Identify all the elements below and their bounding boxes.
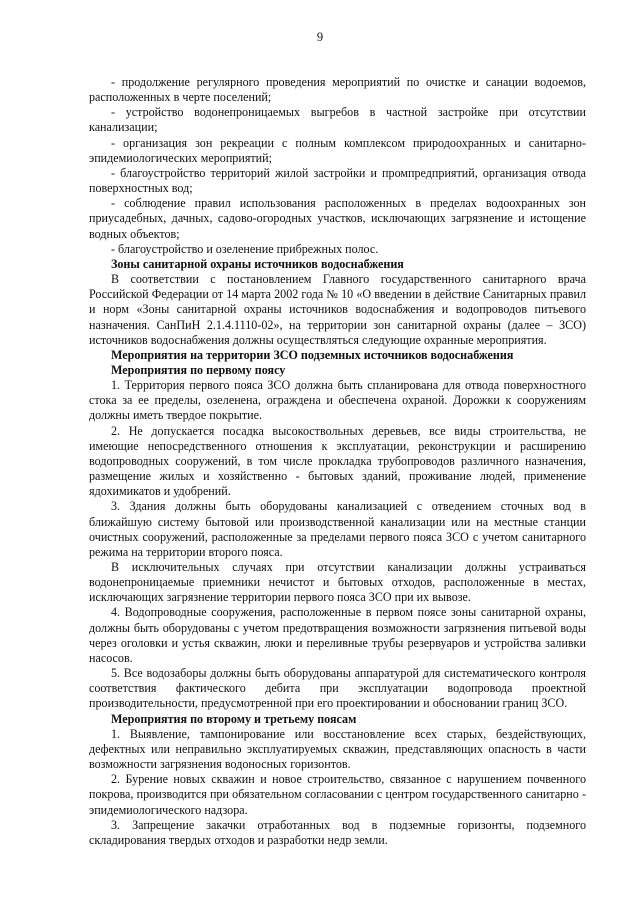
paragraph-second-belt-2: 2. Бурение новых скважин и новое строительство, связанное с нарушением почвенного покрова, производится при обязательном согласовании с центром государственного санитарно - эпидемиологического надзора. xyxy=(89,772,586,817)
paragraph-first-belt-2: 2. Не допускается посадка высокоствольных деревьев, все виды строительства, не имеющие непосредственного отношения к эксплуатации, реконструкции и расширению водопроводных сооружений, в том числе прокладка трубопроводов различного назначения, размещение жилых и хозяйственно - бытовых зданий, проживание людей, применение ядохимикатов и удобрений. xyxy=(89,423,586,499)
section-heading-sanitary-zones: Зоны санитарной охраны источников водоснабжения xyxy=(111,256,404,271)
list-item-recreation-zones: - организация зон рекреации с полным комплексом природоохранных и санитарно-эпидемиологических мероприятий; xyxy=(89,135,586,165)
paragraph-second-belt-3: 3. Запрещение закачки отработанных вод в подземные горизонты, подземного складирования твердых отходов и разработки недр земли. xyxy=(89,817,586,847)
subsection-heading-first-belt: Мероприятия по первому поясу xyxy=(111,362,286,377)
list-item-cesspools: - устройство водонепроницаемых выгребов в частной застройке при отсутствии канализации; xyxy=(89,105,586,135)
paragraph-first-belt-3: 3. Здания должны быть оборудованы канализацией с отведением сточных вод в ближайшую систему бытовой или производственной канализации или на местные станции очистных сооружений, расположенные за пределами первого пояса ЗСО с учетом санитарного режима на территории второго пояса. xyxy=(89,499,586,559)
list-item-cleaning: - продолжение регулярного проведения мероприятий по очистке и санации водоемов, расположенных в черте поселений; xyxy=(89,75,586,105)
paragraph-first-belt-1: 1. Территория первого пояса ЗСО должна быть спланирована для отвода поверхностного стока за ее пределы, озеленена, ограждена и обеспечена охраной. Дорожки к сооружениям должны иметь твердое покрытие. xyxy=(89,378,586,423)
document-body xyxy=(89,75,586,848)
paragraph-first-belt-4: 4. Водопроводные сооружения, расположенные в первом поясе зоны санитарной охраны, должны быть оборудованы с учетом предотвращения возможности загрязнения питьевой воды через оголовки и устья скважин, люки и переливные трубы резервуаров и устройства заливки насосов. xyxy=(89,605,586,665)
list-item-territory-improvement: - благоустройство территорий жилой застройки и промпредприятий, организация отвода поверхностных вод; xyxy=(89,165,586,196)
subsection-heading-second-third-belts: Мероприятия по второму и третьему поясам xyxy=(111,711,357,726)
paragraph-first-belt-5: 5. Все водозаборы должны быть оборудованы аппаратурой для систематического контроля соответствия фактического дебита при эксплуатации водопровода проектной производительности, предусмотренной при его проектировании и обосновании границ ЗСО. xyxy=(89,666,586,711)
paragraph-second-belt-1: 1. Выявление, тампонирование или восстановление всех старых, бездействующих, дефектных или неправильно эксплуатируемых скважин, представляющих опасность в части возможности загрязнения водоносных горизонтов. xyxy=(89,726,586,772)
page-number: 9 xyxy=(316,30,324,44)
list-item-usage-rules: - соблюдение правил использования расположенных в пределах водоохранных зон приусадебных, дачных, садово-огородных участков, исключающих загрязнение и истощение водных объектов; xyxy=(89,196,586,241)
list-item-coastal-strips: - благоустройство и озеленение прибрежных полос. xyxy=(111,241,379,256)
section-heading-underground-sources: Мероприятия на территории ЗСО подземных источников водоснабжения xyxy=(111,347,514,362)
paragraph-decree: В соответствии с постановлением Главного государственного санитарного врача Российской Федерации от 14 марта 2002 года № 10 «О введении в действие Санитарных правил и норм «Зоны санитарной охраны источников водоснабжения и водопроводов питьевого назначения. СанПиН 2.1.4.1110-02», на территории зон санитарной охраны (далее – ЗСО) источников водоснабжения должны осуществляться следующие охранные мероприятия. xyxy=(89,272,586,347)
paragraph-first-belt-exceptions: В исключительных случаях при отсутствии канализации должны устраиваться водонепроницаемые приемники нечистот и бытовых отходов, расположенные в местах, исключающих загрязнение территории первого пояса ЗСО при их вывозе. xyxy=(89,560,586,605)
